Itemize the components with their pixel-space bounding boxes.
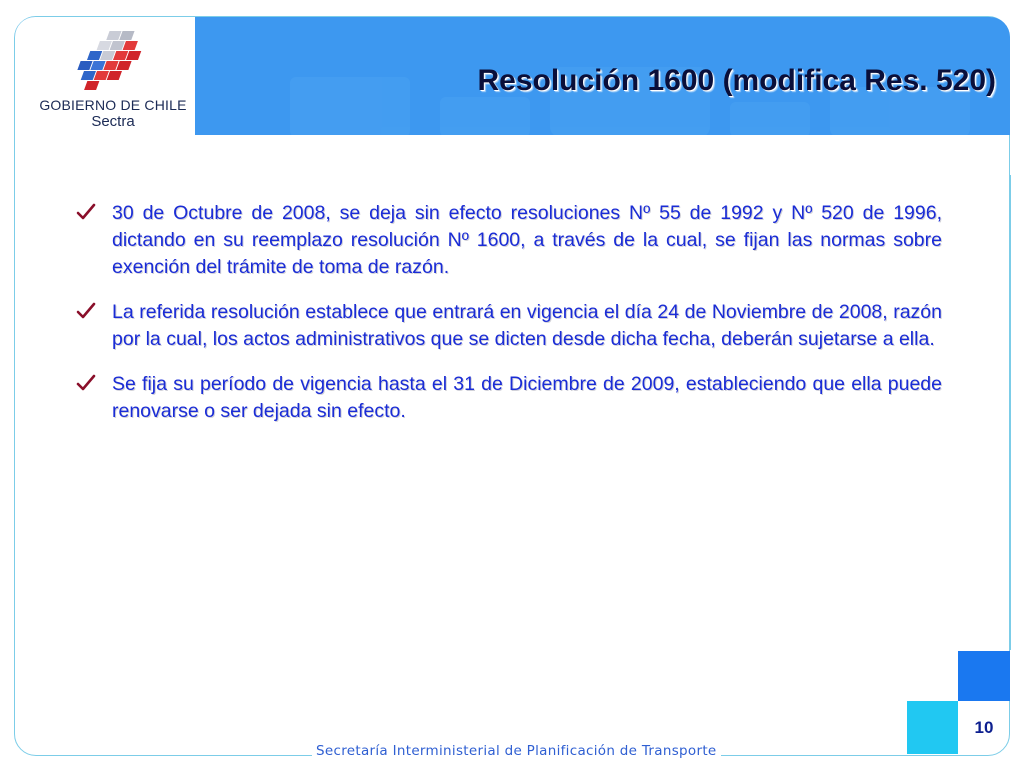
checkmark-icon — [76, 202, 96, 222]
corner-square-blue — [958, 651, 1010, 701]
corner-square-cyan — [907, 701, 958, 754]
logo-text-gobierno: GOBIERNO DE CHILE — [39, 97, 187, 113]
chile-government-logo-icon — [65, 27, 151, 95]
list-item — [76, 200, 942, 281]
checkmark-icon — [76, 301, 96, 321]
bullet-list — [76, 200, 942, 443]
logo-panel — [15, 17, 195, 135]
checkmark-icon — [76, 373, 96, 393]
slide-title: Resolución 1600 (modifica Res. 520) — [477, 64, 996, 97]
page-number: 10 — [974, 718, 994, 737]
bullet-text: 30 de Octubre de 2008, se deja sin efecto resoluciones Nº 55 de 1992 y Nº 520 de 1996, dictando en su reemplazo resolución Nº 1600, a través de la cual, se fijan las normas sobre exención del trámite de toma de razón. — [112, 202, 942, 278]
list-item — [76, 299, 942, 353]
content-divider — [1010, 175, 1011, 650]
bullet-text: La referida resolución establece que entrará en vigencia el día 24 de Noviembre de 2008, razón por la cual, los actos administrativos que se dicten desde dicha fecha, deberán sujetarse a ella. — [112, 301, 942, 350]
logo-text-sectra: Sectra — [91, 113, 135, 130]
bullet-text: Se fija su período de vigencia hasta el 31 de Diciembre de 2009, estableciendo que ella puede renovarse o ser dejada sin efecto. — [112, 373, 942, 422]
list-item — [76, 371, 942, 425]
footer-text: Secretaría Interministerial de Planificación de Transporte — [312, 743, 721, 759]
